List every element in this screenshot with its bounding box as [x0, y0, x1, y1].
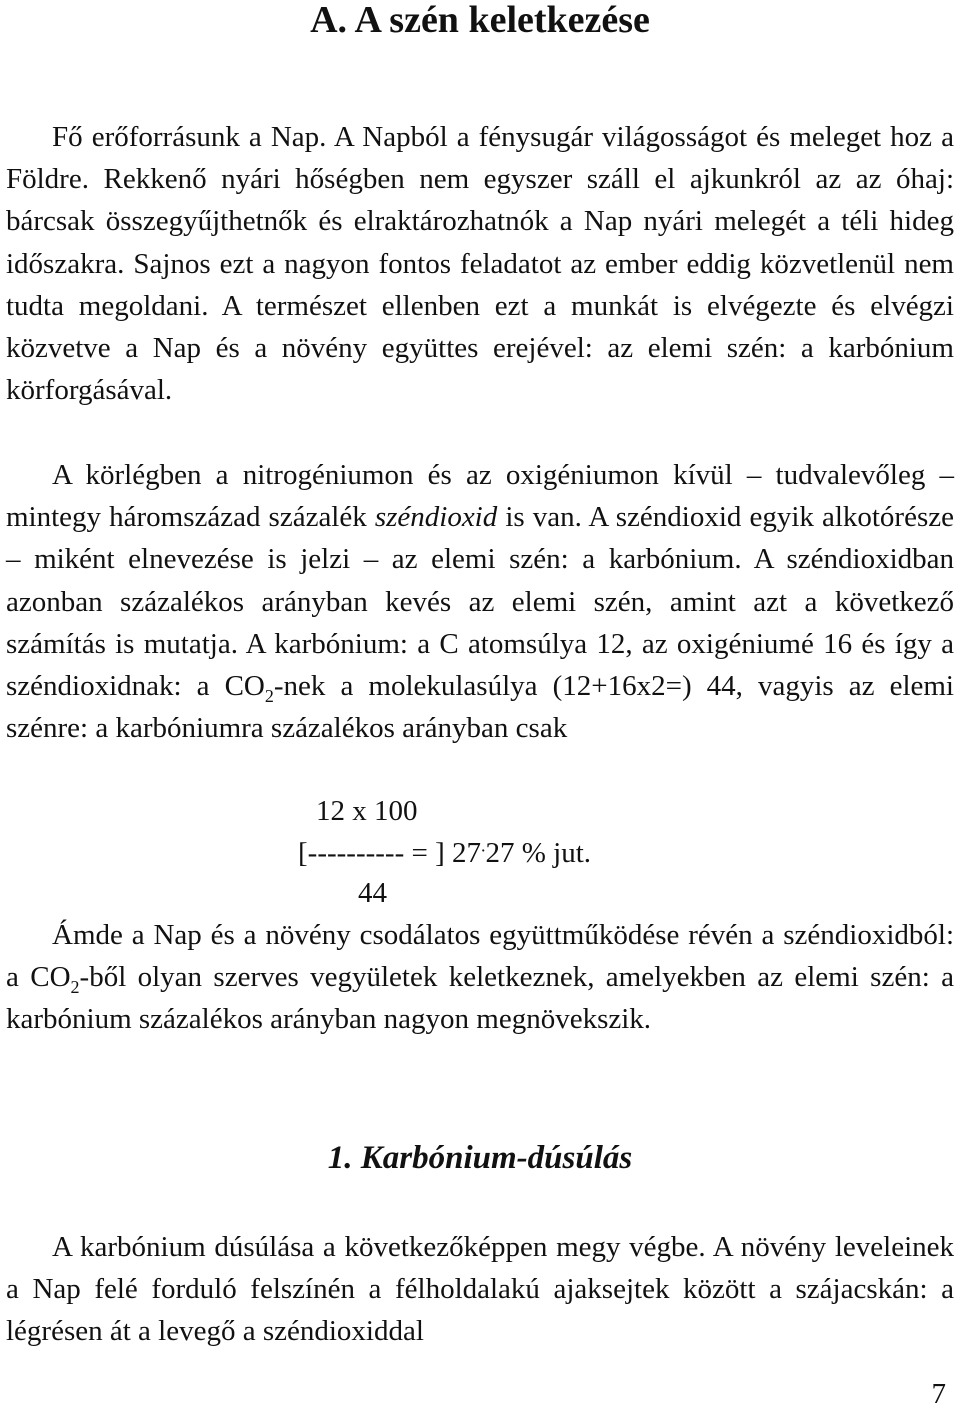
paragraph-text: -ből olyan szerves vegyületek keletkeznek, amelyekben az elemi szén: a karbónium százalékos arányban nagyon megnövekszik.: [6, 961, 954, 1036]
formula-text: [---------- = ] 27: [298, 837, 481, 869]
paragraph-organic-compounds: [6, 914, 954, 1041]
paragraph-carbon-dioxide: [6, 454, 954, 749]
emphasis-term: széndioxid: [374, 501, 498, 534]
page-number: 7: [931, 1378, 946, 1410]
paragraph-text: A körlégben a nitrogéniumon és az oxigéniumon kívül – tudvalevőleg – mintegy háromszázad százalék: [6, 459, 954, 534]
subscript: 2: [70, 977, 80, 997]
paragraph-text: Ámde a Nap és a növény csodálatos együttműködése révén a széndioxidból: a CO: [6, 919, 954, 994]
paragraph-text: is van. A széndioxid egyik alkotórésze – miként elnevezése is jelzi – az elemi szén: a karbónium. A széndioxidban azonban százalékos arányban kevés az elemi szén, amint azt a következő számítás is mutatja. A karbónium: a C atomsúlya 12, az oxigéniumé 16 és így a széndioxidnak: a CO: [6, 501, 954, 703]
section-title: 1. Karbónium-dúsúlás: [327, 1140, 633, 1176]
formula-text: 27 % jut.: [485, 837, 592, 869]
paragraph-intro: Fő erőforrásunk a Nap. A Napból a fénysugár világosságot és meleget hoz a Földre. Rekkenő nyári hőségben nem egyszer száll el ajkunkról az az óhaj: bárcsak összegyűjthetnők és elraktározhatnók a Nap nyári melegét a téli hideg időszakra. Sajnos ezt a nagyon fontos feladatot az ember eddig közvetlenül nem tudta megoldani. A természet ellenben ezt a munkát is elvégezte és elvégzi közvetve a Nap és a növény együttes erejével: az elemi szén: a karbónium körforgásával.: [6, 121, 954, 407]
paragraph-text: -nek a molekulasúlya (12+16x2=) 44, vagyis az elemi szénre: a karbóniumra százalékos arányban csak: [6, 670, 954, 745]
formula-decimal-point: .: [481, 835, 486, 856]
chapter-title: A. A szén keletkezése: [310, 0, 650, 41]
formula-numerator: 12 x 100: [316, 795, 418, 827]
subscript: 2: [264, 685, 274, 706]
paragraph-enrichment: A karbónium dúsúlása a következőképpen megy végbe. A növény leveleinek a Nap felé forduló felszínén a félholdalakú ajaksejtek között a szájacskán: a légrésen át a levegő a széndioxiddal: [6, 1231, 954, 1348]
formula-result-line: [298, 833, 591, 873]
formula-denominator: 44: [358, 877, 387, 909]
